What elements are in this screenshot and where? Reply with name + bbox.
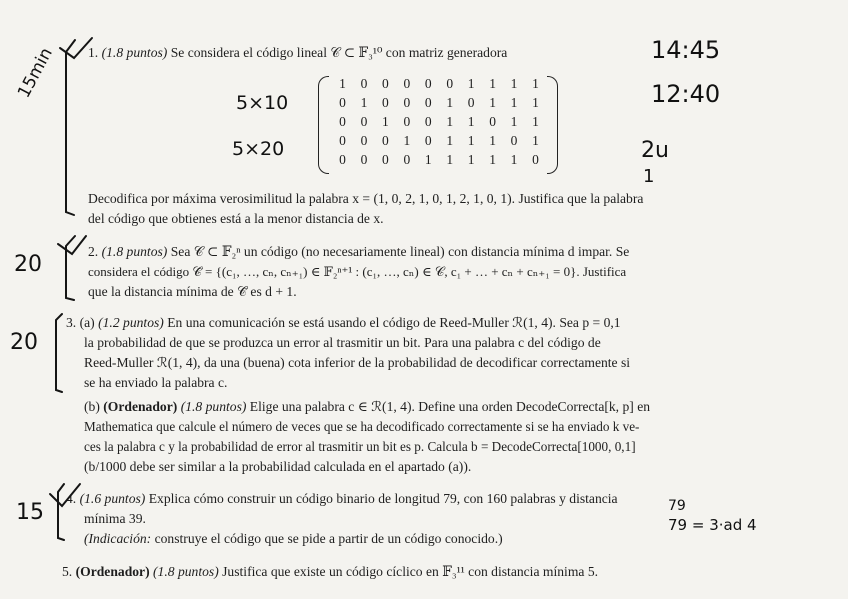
- problem-5-number: 5.: [62, 564, 73, 579]
- matrix-entry: 1: [446, 114, 454, 129]
- bracket-problem-2: [66, 236, 75, 300]
- matrix-entry: 0: [382, 152, 389, 167]
- handwritten-dim-2: 5×20: [232, 138, 285, 160]
- problem-1-line-2: Decodifica por máxima verosimilitud la palabra x = (1, 0, 2, 1, 0, 1, 2, 1, 0, 1). Justifica que la palabra: [88, 191, 644, 206]
- matrix-entry: 1: [532, 114, 539, 129]
- matrix-entry: 0: [360, 152, 368, 167]
- matrix-entry: 1: [382, 114, 389, 129]
- problem-3-a-line-2: la probabilidad de que se produzca un error al trasmitir un bit. Para una palabra c del código de: [84, 335, 601, 350]
- problem-1-number: 1.: [88, 45, 99, 60]
- matrix-entry: 1: [532, 133, 539, 148]
- handwritten-79-top: 79: [668, 498, 686, 514]
- problem-1-text: Se considera el código lineal 𝒞 ⊂ 𝔽₃¹⁰ con matriz generadora: [170, 45, 508, 60]
- handwritten-1: 1: [643, 166, 655, 187]
- problem-3-b-points: (1.8 puntos): [180, 399, 247, 414]
- matrix-entry: 0: [360, 114, 368, 129]
- problem-3-b-line-4: (b/1000 debe ser similar a la probabilidad calculada en el apartado (a)).: [84, 459, 472, 474]
- problem-2-text-1: Sea 𝒞 ⊂ 𝔽₂ⁿ un código (no necesariamente lineal) con distancia mínima d impar. Se: [170, 244, 630, 259]
- matrix-entry: 0: [424, 133, 432, 148]
- problem-2-line-3: que la distancia mínima de 𝒞̄ es d + 1.: [88, 284, 297, 299]
- handwritten-dim-1: 5×10: [236, 92, 289, 114]
- problem-2-number: 2.: [88, 244, 99, 259]
- matrix-entry: 1: [446, 95, 454, 110]
- matrix-entry: 0: [467, 95, 475, 110]
- problem-4-hint-text: construye el código que se pide a partir de un código conocido.): [154, 531, 503, 546]
- matrix-entry: 0: [403, 152, 411, 167]
- handwritten-2u: 2u: [641, 138, 669, 163]
- handwritten-margin-p2: 20: [14, 252, 42, 277]
- matrix-entry: 1: [446, 133, 454, 148]
- matrix-entry: 0: [382, 133, 389, 148]
- problem-3-b-label: (b): [84, 399, 100, 414]
- matrix-entry: 0: [339, 152, 346, 167]
- matrix-entry: 0: [489, 114, 496, 129]
- handwritten-time-1: 14:45: [651, 36, 721, 64]
- matrix-entry: 1: [467, 133, 475, 148]
- matrix-entry: 0: [339, 114, 346, 129]
- matrix-entry: 1: [446, 152, 454, 167]
- matrix-entry: 1: [467, 114, 475, 129]
- matrix-entry: 1: [489, 152, 496, 167]
- problem-5-points: (1.8 puntos): [153, 564, 219, 579]
- matrix-entry: 1: [360, 95, 368, 110]
- matrix-entry: 1: [510, 152, 518, 167]
- problem-3-b-text-1: Elige una palabra c ∈ ℛ(1, 4). Define una orden DecodeCorrecta[k, p] en: [249, 399, 651, 414]
- problem-4-hint-label: (Indicación:: [84, 531, 152, 546]
- matrix-entry: 0: [382, 76, 389, 91]
- matrix-entry: 1: [467, 76, 475, 91]
- handwritten-margin-p4: 15: [16, 500, 44, 525]
- matrix-entry: 0: [360, 133, 368, 148]
- problem-4-text-1: Explica cómo construir un código binario de longitud 79, con 160 palabras y distancia: [148, 491, 618, 506]
- problem-4-points: (1.6 puntos): [79, 491, 146, 506]
- tick-problem-4: [50, 484, 80, 506]
- matrix-entry: 1: [532, 76, 539, 91]
- matrix-entry: 0: [339, 133, 346, 148]
- handwritten-time-2: 12:40: [651, 80, 721, 108]
- matrix-entry: 1: [532, 95, 539, 110]
- matrix-entry: 1: [489, 95, 496, 110]
- problem-3-b-line-3: ces la palabra c y la probabilidad de error al trasmitir un bit es p. Calcula b = DecodeCorrecta[1000, 0,1]: [84, 439, 636, 454]
- problem-3-a-text-1: En una comunicación se está usando el código de Reed-Muller ℛ(1, 4). Sea p = 0,1: [167, 315, 621, 330]
- bracket-problem-1: [66, 40, 75, 215]
- matrix-entry: 0: [510, 133, 518, 148]
- matrix-entry: 1: [467, 152, 475, 167]
- matrix-entry: 0: [424, 114, 432, 129]
- matrix-entry: 1: [403, 133, 411, 148]
- matrix-entry: 1: [489, 76, 496, 91]
- handwritten-margin-p3: 20: [10, 330, 38, 355]
- matrix-entry: 0: [360, 76, 368, 91]
- problem-3-a-label: (a): [79, 315, 95, 330]
- problem-2-points: (1.8 puntos): [101, 244, 168, 259]
- matrix-entry: 1: [424, 152, 432, 167]
- problem-3-a-line-3: Reed-Muller ℛ(1, 4), da una (buena) cota inferior de la probabilidad de decodificar correctamente si: [84, 355, 631, 370]
- matrix-entry: 0: [403, 95, 411, 110]
- problem-2-line-2: considera el código 𝒞̄ = {(c₁, …, cₙ, cₙ₊₁) ∈ 𝔽₂ⁿ⁺¹ : (c₁, …, cₙ) ∈ 𝒞, c₁ + … + cₙ + cₙ₊₁ = 0}. Justifica: [88, 264, 627, 279]
- matrix-entry: 1: [510, 76, 518, 91]
- problem-5-text: Justifica que existe un código cíclico en 𝔽₃¹¹ con distancia mínima 5.: [222, 564, 599, 579]
- problem-1-points: (1.8 puntos): [101, 45, 168, 60]
- matrix-entry: 0: [339, 95, 346, 110]
- handwritten-79-bottom: 79 = 3·ad 4: [668, 516, 757, 534]
- matrix-entry: 0: [403, 114, 411, 129]
- problem-3-b-line-2: Mathematica que calcule el número de veces que se ha decodificado correctamente si se ha enviado k ve-: [84, 419, 640, 434]
- tick-problem-1: [60, 38, 92, 58]
- matrix-entry: 0: [424, 76, 432, 91]
- problem-1-line-3: del código que obtienes está a la menor distancia de x.: [88, 211, 384, 226]
- bracket-problem-4: [58, 484, 64, 540]
- problem-3-number: 3.: [66, 315, 77, 330]
- matrix-entry: 0: [382, 95, 389, 110]
- matrix-entry: 0: [532, 152, 539, 167]
- problem-4-line-2: mínima 39.: [84, 511, 146, 526]
- matrix-entry: 1: [339, 76, 346, 91]
- problem-3-a-points: (1.2 puntos): [98, 315, 164, 330]
- matrix-entry: 1: [510, 114, 518, 129]
- problem-4-number: 4.: [66, 491, 77, 506]
- bracket-problem-3: [56, 314, 62, 392]
- handwritten-margin-p1: 15min: [14, 44, 57, 102]
- matrix-entry: 1: [489, 133, 496, 148]
- problem-3-b-tag: (Ordenador): [103, 399, 178, 414]
- problem-5-tag: (Ordenador): [75, 564, 150, 579]
- matrix-entry: 1: [510, 95, 518, 110]
- problem-3-a-line-4: se ha enviado la palabra c.: [84, 375, 228, 390]
- matrix-entry: 0: [403, 76, 411, 91]
- matrix-entry: 0: [424, 95, 432, 110]
- matrix-entry: 0: [446, 76, 454, 91]
